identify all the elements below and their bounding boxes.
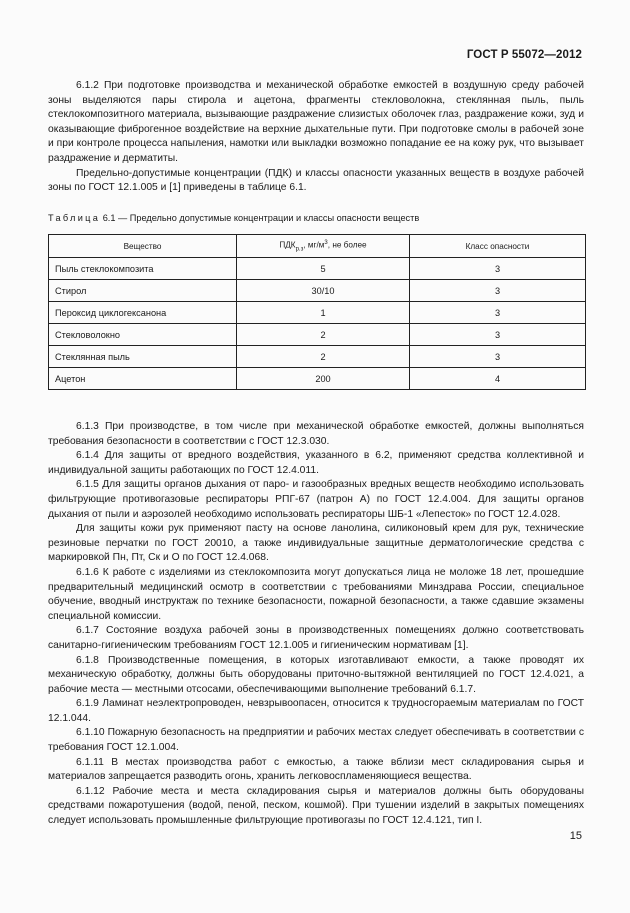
table-row	[49, 346, 586, 368]
cell-class: 3	[410, 280, 586, 302]
page-number: 15	[569, 830, 582, 842]
paragraph: 6.1.7 Состояние воздуха рабочей зоны в производственных помещениях должно соответствовать санитарно-гигиеническим требованиям ГОСТ 12.1.005 и гигиеническим нормативам [1].	[48, 625, 584, 651]
paragraph: 6.1.12 Рабочие места и места складирования сырья и материалов должны быть оборудованы средствами пожаротушения (водой, пеной, песком, кошмой). При тушении изделий в закрытых помещениях следует использовать промышленные фильтрующие противогазы по ГОСТ 12.4.121, тип I.	[48, 785, 584, 827]
paragraph: Предельно-допустимые концентрации (ПДК) и классы опасности указанных веществ в воздухе рабочей зоны по ГОСТ 12.1.005 и [1] приведены в таблице 6.1.	[48, 167, 584, 194]
table-caption-prefix: Таблица	[48, 213, 101, 223]
cell-substance: Стирол	[49, 280, 237, 302]
table-caption	[48, 213, 419, 223]
cell-substance: Пероксид циклогексанона	[49, 302, 237, 324]
cell-pdk: 5	[237, 258, 410, 280]
cell-substance: Стекловолокно	[49, 324, 237, 346]
paragraph: Для защиты кожи рук применяют пасту на основе ланолина, силиконовый крем для рук, технические резиновые перчатки по ГОСТ 20010, а также индивидуальные защитные дерматологические средства с маркировкой Пн, Пт, Ск и О по ГОСТ 12.4.068.	[48, 523, 584, 564]
header-substance: Вещество	[49, 235, 237, 258]
document-id-header: ГОСТ Р 55072—2012	[466, 49, 582, 61]
cell-class: 3	[410, 324, 586, 346]
cell-class: 3	[410, 258, 586, 280]
cell-substance: Стеклянная пыль	[49, 346, 237, 368]
table-row	[49, 258, 586, 280]
cell-substance: Ацетон	[49, 368, 237, 390]
paragraph: 6.1.10 Пожарную безопасность на предприятии и рабочих местах следует обеспечивать в соответствии с требования ГОСТ 12.1.004.	[48, 727, 584, 754]
cell-pdk: 2	[237, 324, 410, 346]
header-unit: , мг/м	[303, 240, 325, 250]
text-block-intro	[48, 79, 584, 196]
text-block-safety	[48, 420, 584, 829]
concentration-table	[48, 234, 586, 390]
paragraph: 6.1.2 При подготовке производства и механической обработке емкостей в воздушную среду рабочей зоны выделяются пары стирола и ацетона, фрагменты стекловолокна, стеклянная пыль, пыль стеклокомпозитного материала, вызывающие раздражение слизистых оболочек глаз, раздражение кожи, зуд и оказывающие фиброгенное воздействие на верхние дыхательные пути. При подготовке смолы в рабочей зоне и при контроле процесса напыления, намотки или выкладки возможно попадание ее на кожу рук, что вызывает раздражение и дерматиты.	[48, 80, 584, 164]
cell-class: 4	[410, 368, 586, 390]
paragraph: 6.1.4 Для защиты от вредного воздействия, указанного в 6.2, применяют средства коллективной и индивидуальной защиты работающих по ГОСТ 12.4.011.	[48, 450, 584, 476]
table-row	[49, 280, 586, 302]
cell-pdk: 1	[237, 302, 410, 324]
paragraph: 6.1.11 В местах производства работ с емкостью, а также вблизи мест складирования сырья и материалов запрещается разводить огонь, хранить легковоспламеняющиеся вещества.	[48, 756, 584, 783]
paragraph: 6.1.5 Для защиты органов дыхания от паро- и газообразных вредных веществ необходимо использовать фильтрующие противогазовые респираторы РПГ-67 (патрон А) по ГОСТ 12.4.004. Для защиты органов дыхания от пыли и аэрозолей необходимо использовать респираторы ШБ-1 «Лепесток» по ГОСТ 12.4.028.	[48, 479, 584, 520]
cell-class: 3	[410, 302, 586, 324]
table-row	[49, 302, 586, 324]
header-unit-sup: 3	[324, 239, 328, 246]
table-header-row	[49, 235, 586, 258]
header-limit: , не более	[327, 240, 367, 250]
header-hazard-class: Класс опасности	[410, 235, 586, 258]
paragraph: 6.1.9 Ламинат неэлектропроводен, невзрывоопасен, относится к трудносгораемым материалам по ГОСТ 12.1.044.	[48, 698, 584, 724]
paragraph: 6.1.3 При производстве, в том числе при механической обработке емкостей, должны выполняться требования безопасности в соответствии с ГОСТ 12.3.030.	[48, 421, 584, 447]
cell-pdk: 200	[237, 368, 410, 390]
table-caption-text: 6.1 — Предельно допустимые концентрации и классы опасности веществ	[102, 213, 420, 223]
header-pdk-sub: р.з	[295, 246, 304, 253]
cell-pdk: 2	[237, 346, 410, 368]
paragraph: 6.1.8 Производственные помещения, в которых изготавливают емкости, а также проводят их механическую обработку, должны быть оборудованы приточно-вытяжной вентиляцией по ГОСТ 12.4.021, а рабочие места — местными отсосами, обеспечивающими выполнение требований 6.1.7.	[48, 654, 584, 695]
cell-class: 3	[410, 346, 586, 368]
table-row	[49, 324, 586, 346]
cell-pdk: 30/10	[237, 280, 410, 302]
table-row	[49, 368, 586, 390]
header-pdk-label: ПДК	[279, 240, 296, 250]
header-pdk	[237, 235, 410, 258]
cell-substance: Пыль стеклокомпозита	[49, 258, 237, 280]
paragraph: 6.1.6 К работе с изделиями из стеклокомпозита могут допускаться лица не моложе 18 лет, прошедшие предварительный медицинский осмотр в соответствии с требованиями Минздрава России, специальное обучение, вводный инструктаж по технике безопасности, пожарной безопасности, а также сдавшие экзамены специальной комиссии.	[48, 566, 584, 622]
